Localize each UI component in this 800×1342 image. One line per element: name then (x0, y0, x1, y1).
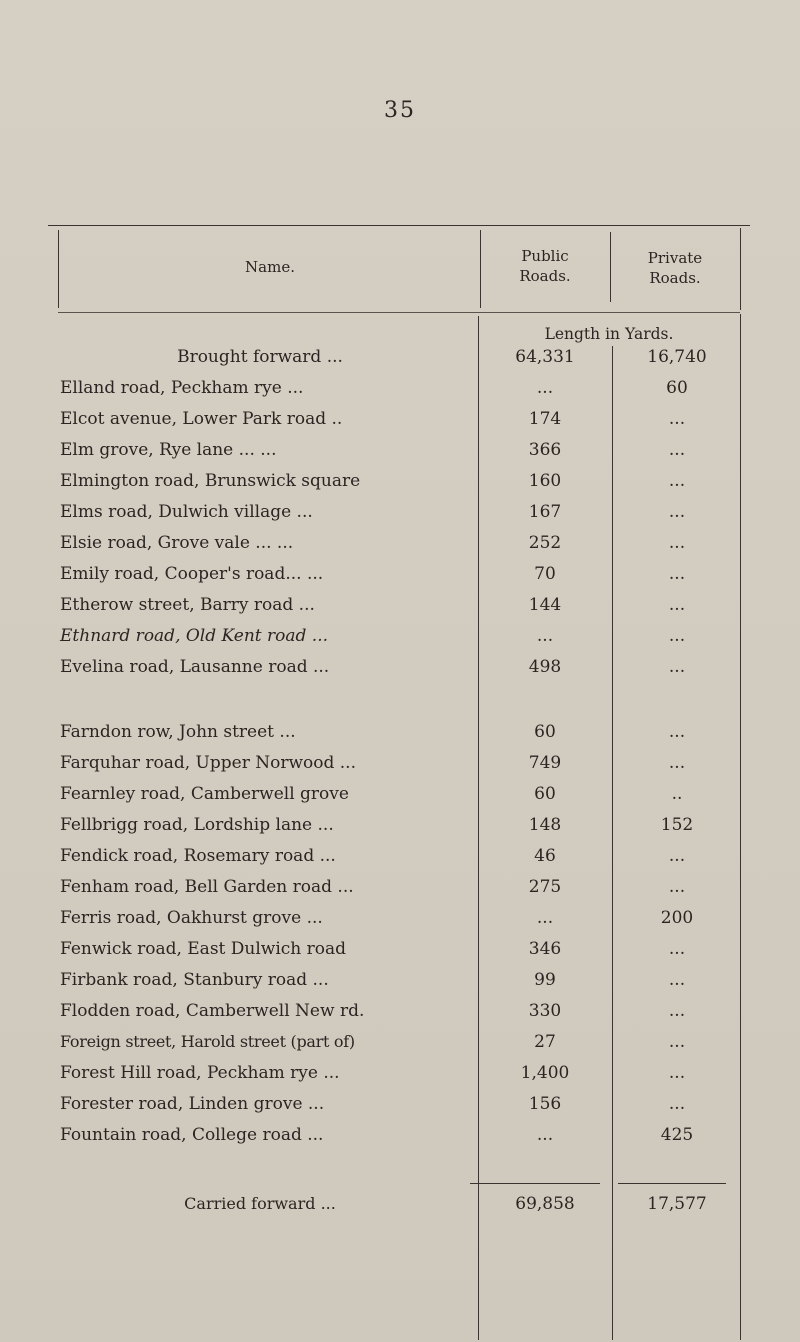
row-name: Forester road, Linden grove ... (60, 1094, 325, 1114)
row-private: ... (668, 502, 686, 522)
row-public: ... (536, 626, 554, 646)
row-public: 46 (534, 846, 556, 866)
table-row (0, 436, 800, 464)
row-name: Fellbrigg road, Lordship lane ... (60, 815, 334, 835)
row-public: 64,331 (515, 347, 575, 367)
row-private: 425 (660, 1125, 694, 1145)
total-name: Carried forward ... (184, 1194, 336, 1213)
row-name: Flodden road, Camberwell New rd. (60, 1001, 365, 1021)
table-row (0, 467, 800, 495)
header-public-line2: Roads. (519, 267, 571, 285)
header-name: Name. (245, 258, 295, 276)
row-name: Elsie road, Grove vale ... ... (60, 533, 294, 553)
table-row (0, 935, 800, 963)
row-public: ... (536, 1125, 554, 1145)
row-private: ... (668, 970, 686, 990)
row-private: 60 (666, 378, 688, 398)
table-row (0, 374, 800, 402)
row-public: 498 (528, 657, 562, 677)
table-row (0, 591, 800, 619)
row-name: Fenham road, Bell Garden road ... (60, 877, 354, 897)
table-row (0, 997, 800, 1025)
row-public: 346 (528, 939, 562, 959)
row-name: Fearnley road, Camberwell grove (60, 784, 349, 804)
header-divider-left (58, 230, 59, 308)
row-private: ... (668, 440, 686, 460)
table-row (0, 405, 800, 433)
row-private: ... (668, 939, 686, 959)
row-private: ... (668, 877, 686, 897)
row-public: 167 (528, 502, 562, 522)
table-row (0, 811, 800, 839)
header-divider-right (740, 228, 741, 310)
table-row (0, 904, 800, 932)
total-public: 69,858 (515, 1194, 575, 1214)
table-row (0, 343, 800, 371)
row-public: 160 (528, 471, 562, 491)
row-name: Emily road, Cooper's road... ... (60, 564, 324, 584)
row-private: ... (668, 533, 686, 553)
row-name: Ferris road, Oakhurst grove ... (60, 908, 323, 928)
table-row (0, 749, 800, 777)
row-name: Etherow street, Barry road ... (60, 595, 315, 615)
row-private: ... (668, 471, 686, 491)
row-private: ... (668, 409, 686, 429)
page-number: 35 (384, 98, 416, 123)
row-name: Elms road, Dulwich village ... (60, 502, 313, 522)
total-row (0, 1190, 800, 1218)
table-row (0, 873, 800, 901)
row-name: Elland road, Peckham rye ... (60, 378, 304, 398)
total-private: 17,577 (647, 1194, 707, 1214)
table-row (0, 498, 800, 526)
row-private: ... (668, 595, 686, 615)
row-private: ... (668, 1063, 686, 1083)
row-public: 252 (528, 533, 562, 553)
header-public-roads (480, 246, 610, 286)
table-row (0, 1090, 800, 1118)
row-public: 99 (534, 970, 556, 990)
table-row (0, 1121, 800, 1149)
row-name: Farquhar road, Upper Norwood ... (60, 753, 356, 773)
row-public: 70 (534, 564, 556, 584)
row-public: 366 (528, 440, 562, 460)
header-private-line1: Private (647, 249, 703, 267)
table-row (0, 780, 800, 808)
header-bottom-rule (58, 312, 740, 313)
row-public: 330 (528, 1001, 562, 1021)
row-name: Fendick road, Rosemary road ... (60, 846, 336, 866)
row-private: ... (668, 1032, 686, 1052)
table-row (0, 966, 800, 994)
table-row (0, 1059, 800, 1087)
row-private: ... (668, 753, 686, 773)
row-private: 152 (660, 815, 694, 835)
row-name: Evelina road, Lausanne road ... (60, 657, 330, 677)
row-public: 174 (528, 409, 562, 429)
header-public-line1: Public (521, 247, 569, 265)
row-name: Fenwick road, East Dulwich road (60, 939, 347, 959)
row-public: ... (536, 908, 554, 928)
total-rule-private (618, 1183, 726, 1184)
row-public: 749 (528, 753, 562, 773)
row-public: 60 (534, 784, 556, 804)
row-public: 60 (534, 722, 556, 742)
total-rule-public (470, 1183, 600, 1184)
row-private: ... (668, 846, 686, 866)
table-row (0, 718, 800, 746)
row-private: ... (668, 657, 686, 677)
table-row (0, 842, 800, 870)
header-private-roads (610, 248, 740, 288)
row-name: Fountain road, College road ... (60, 1125, 324, 1145)
row-private: ... (668, 1001, 686, 1021)
row-private: ... (668, 1094, 686, 1114)
table-top-rule (48, 225, 750, 226)
row-name: Elcot avenue, Lower Park road .. (60, 409, 343, 429)
row-public: 275 (528, 877, 562, 897)
row-name: Farndon row, John street ... (60, 722, 296, 742)
row-private: 200 (660, 908, 694, 928)
table-row (0, 622, 800, 650)
row-public: 144 (528, 595, 562, 615)
table-row (0, 1028, 800, 1056)
row-name: Ethnard road, Old Kent road ... (60, 626, 329, 646)
length-in-yards-label: Length in Yards. (544, 325, 674, 343)
header-private-line2: Roads. (649, 269, 701, 287)
row-private: ... (668, 564, 686, 584)
table-row (0, 529, 800, 557)
row-public: 27 (534, 1032, 556, 1052)
row-name: Elmington road, Brunswick square (60, 471, 361, 491)
row-name: Elm grove, Rye lane ... ... (60, 440, 277, 460)
row-name: Firbank road, Stanbury road ... (60, 970, 329, 990)
row-public: 1,400 (520, 1063, 570, 1083)
row-private: ... (668, 722, 686, 742)
row-private: 16,740 (647, 347, 707, 367)
table-row (0, 653, 800, 681)
row-public: 156 (528, 1094, 562, 1114)
row-private: .. (671, 784, 683, 804)
row-name: Forest Hill road, Peckham rye ... (60, 1063, 340, 1083)
row-name: Foreign street, Harold street (part of) (60, 1032, 355, 1051)
row-public: ... (536, 378, 554, 398)
row-private: ... (668, 626, 686, 646)
row-public: 148 (528, 815, 562, 835)
table-row (0, 560, 800, 588)
row-name: Brought forward ... (177, 347, 343, 367)
